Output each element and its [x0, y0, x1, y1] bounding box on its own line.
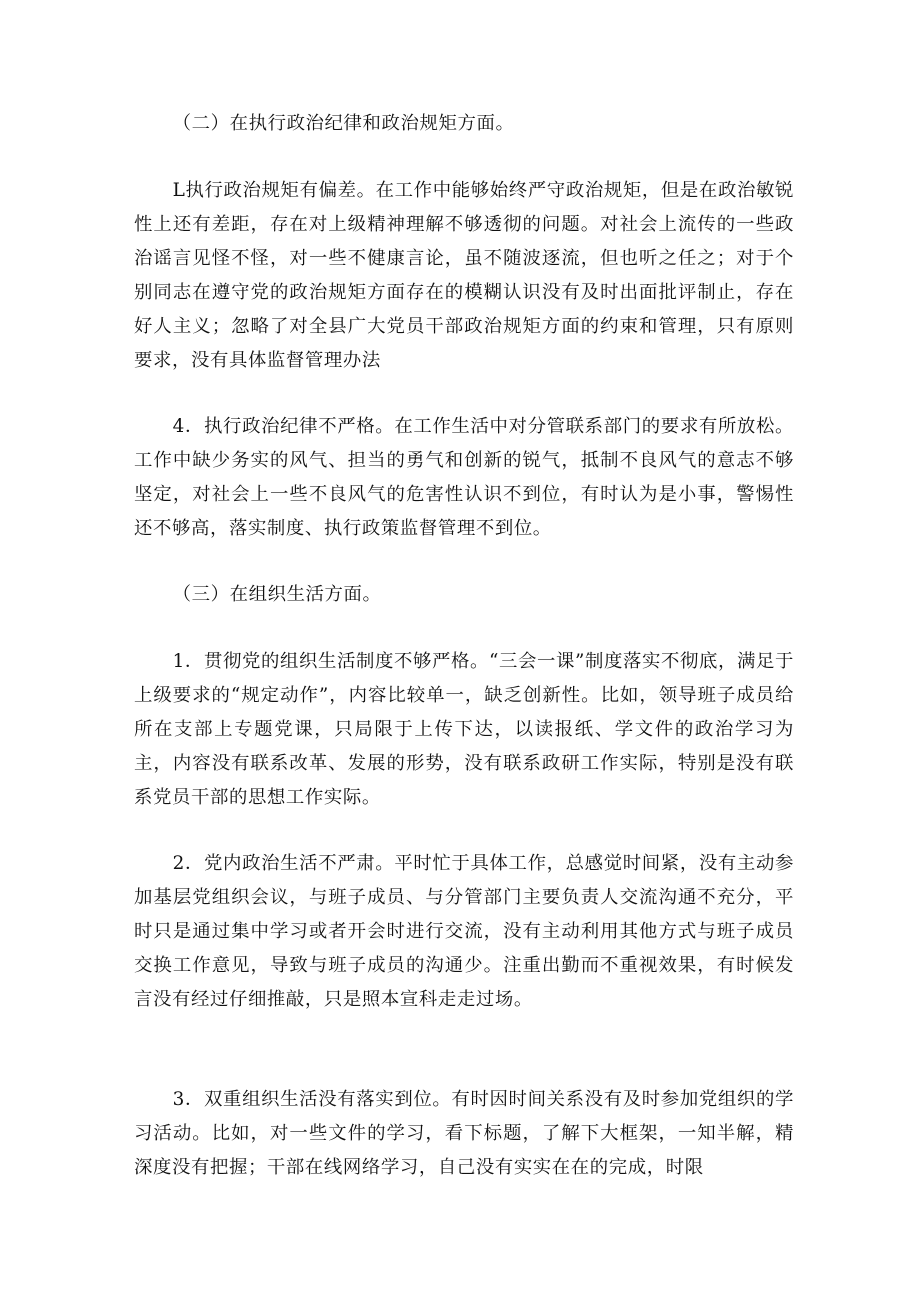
paragraph-political-rules: L执行政治规矩有偏差。在工作中能够始终严守政治规矩，但是在政治敏锐性上还有差距，存在对上级精神理解不够透彻的问题。对社会上流传的一些政治谣言见怪不怪，对一些不健康言论，虽不随波逐流，但也听之任之；对于个别同志在遵守党的政治规矩方面存在的模糊认识没有及时出面批评制止，存在好人主义；忽略了对全县广大党员干部政治规矩方面的约束和管理，只有原则要求，没有具体监督管理办法 — [134, 180, 794, 371]
paragraph-dual-organization-life: 3．双重组织生活没有落实到位。有时因时间关系没有及时参加党组织的学习活动。比如，对一些文件的学习，看下标题，了解下大框架，一知半解，精深度没有把握；干部在线网络学习，自己没有实实在在的完成，时限 — [134, 1089, 794, 1178]
section-heading-3: （三）在组织生活方面。 — [172, 584, 382, 605]
paragraph-political-discipline: 4．执行政治纪律不严格。在工作生活中对分管联系部门的要求有所放松。工作中缺少务实的风气、担当的勇气和创新的锐气，抵制不良风气的意志不够坚定，对社会上一些不良风气的危害性认识不到位，有时认为是小事，警惕性还不够高，落实制度、执行政策监督管理不到位。 — [134, 416, 794, 539]
paragraph-inner-party-life: 2．党内政治生活不严肃。平时忙于具体工作，总感觉时间紧，没有主动参加基层党组织会议，与班子成员、与分管部门主要负责人交流沟通不充分，平时只是通过集中学习或者开会时进行交流，没有主动利用其他方式与班子成员交换工作意见，导致与班子成员的沟通少。注重出勤而不重视效果，有时候发言没有经过仔细推敲，只是照本宣科走走过场。 — [134, 853, 794, 1010]
paragraph-organization-life-system: 1．贯彻党的组织生活制度不够严格。“三会一课”制度落实不彻底，满足于上级要求的“规定动作”，内容比较单一，缺乏创新性。比如，领导班子成员给所在支部上专题党课，只局限于上传下达，以读报纸、学文件的政治学习为主，内容没有联系改革、发展的形势，没有联系政研工作实际，特别是没有联系党员干部的思想工作实际。 — [134, 651, 794, 808]
section-heading-2: （二）在执行政治纪律和政治规矩方面。 — [172, 113, 515, 134]
